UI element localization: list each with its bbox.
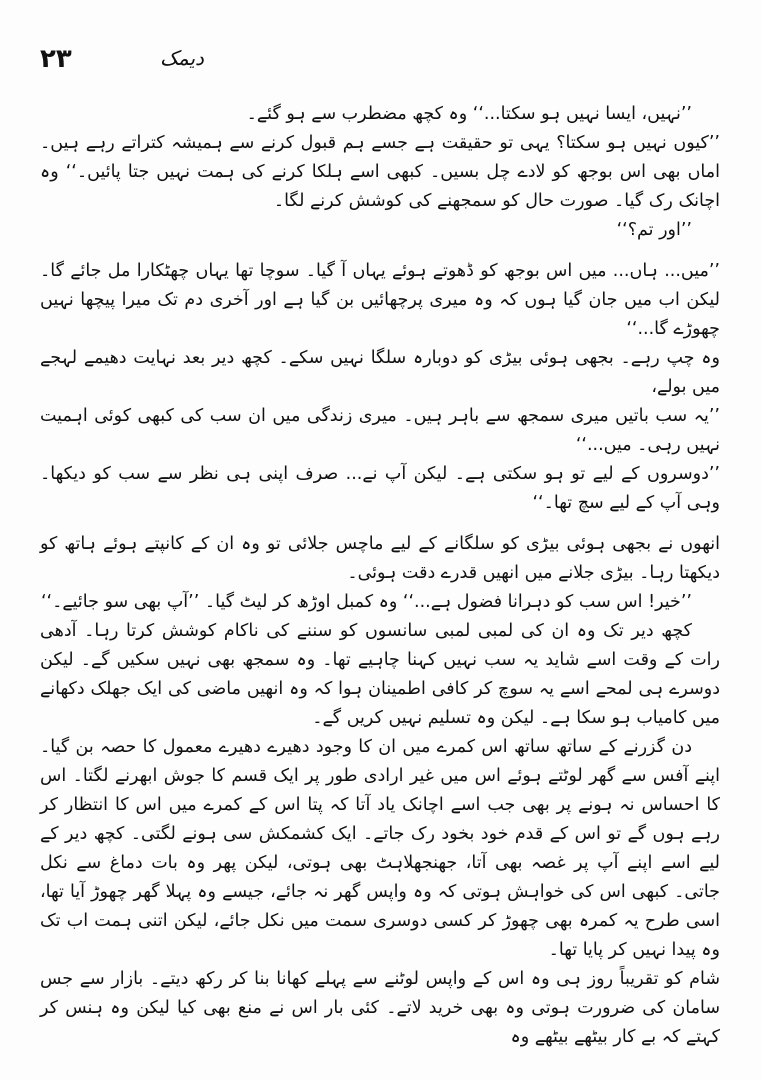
paragraph: ’’کیوں نہیں ہو سکتا؟ یہی تو حقیقت ہے جسے ہم قبول کرنے سے ہمیشہ کتراتے رہے ہیں۔ اماں بھی اس بوجھ کو لادے چل بسیں۔ کبھی اسے ہلکا کرنے کی ہمت نہیں جتا پائیں۔‘‘ وہ اچانک رک گیا۔ صورت حال کو سمجھنے کی کوشش کرنے لگا۔ bbox=[40, 133, 720, 211]
paragraph: وہ چپ رہے۔ بجھی ہوئی بیڑی کو دوبارہ سلگا نہیں سکے۔ کچھ دیر بعد نہایت دھیمے لہجے میں بولے، bbox=[40, 348, 720, 397]
paragraph: ’’میں... ہاں... میں اس بوجھ کو ڈھوتے ہوئے یہاں آ گیا۔ سوچا تھا یہاں چھٹکارا مل جائے گا۔ لیکن اب میں جان گیا ہوں کہ وہ میری پرچھائیں بن گیا ہے اور آخری دم تک میرا پیچھا نہیں چھوڑے گا...‘‘ bbox=[40, 261, 720, 339]
paragraph: کچھ دیر تک وہ ان کی لمبی لمبی سانسوں کو سننے کی ناکام کوشش کرتا رہا۔ آدھی رات کے وقت اسے شاید یہ سب نہیں کہنا چاہیے تھا۔ وہ سمجھ بھی نہیں سکیں گے۔ لیکن دوسرے ہی لمحے اسے یہ سوچ کر کافی اطمینان ہوا کہ وہ انھیں ماضی کی ایک جھلک دکھانے میں کامیاب ہو سکا ہے۔ لیکن وہ تسلیم نہیں کریں گے۔ bbox=[40, 621, 720, 728]
paragraph: ’’یہ سب باتیں میری سمجھ سے باہر ہیں۔ میری زندگی میں ان سب کی کبھی کوئی اہمیت نہیں رہی۔ میں...‘‘ bbox=[40, 406, 720, 455]
page-number: ۲۳ bbox=[40, 44, 72, 74]
page-header bbox=[40, 44, 721, 84]
paragraph: ’’خیر! اس سب کو دہرانا فضول ہے...‘‘ وہ کمبل اوڑھ کر لیٹ گیا۔ ’’آپ بھی سو جائیے۔‘‘ bbox=[40, 592, 692, 612]
paragraph: ’’نہیں، ایسا نہیں ہو سکتا...‘‘ وہ کچھ مضطرب سے ہو گئے۔ bbox=[246, 104, 692, 124]
body-text bbox=[40, 100, 720, 1052]
running-title: دیمک bbox=[160, 46, 204, 70]
paragraph: شام کو تقریباً روز ہی وہ اس کے واپس لوٹنے سے پہلے کھانا بنا کر رکھ دیتے۔ بازار سے جس سامان کی ضرورت ہوتی وہ بھی خرید لاتے۔ کئی بار اس نے منع بھی کیا لیکن وہ ہنس کر کہتے کہ بے کار بیٹھے بیٹھے وہ bbox=[40, 969, 720, 1047]
paragraph: دن گزرنے کے ساتھ ساتھ اس کمرے میں ان کا وجود دھیرے دھیرے معمول کا حصہ بن گیا۔ اپنے آفس سے گھر لوٹتے ہوئے اس میں غیر ارادی طور پر ایک قسم کا جوش ابھرنے لگتا۔ اس کا احساس نہ ہونے پر بھی جب اسے اچانک یاد آتا کہ پتا اس کے کمرے میں اس کا انتظار کر رہے ہوں گے تو اس کے قدم خود بخود رک جاتے۔ ایک کشمکش سی ہونے لگتی۔ کچھ دیر کے لیے اسے اپنے آپ پر غصہ بھی آتا، جھنجھلاہٹ بھی ہوتی، لیکن پھر وہ بات دماغ سے نکل جاتی۔ کبھی اس کی خواہش ہوتی کہ وہ واپس گھر نہ جائے، جیسے وہ پہلا گھر چھوڑ آیا تھا، اسی طرح یہ کمرہ بھی چھوڑ کر کسی دوسری سمت میں نکل جائے، لیکن اتنی ہمت اب تک وہ پیدا نہیں کر پایا تھا۔ bbox=[40, 737, 720, 960]
paragraph: ’’دوسروں کے لیے تو ہو سکتی ہے۔ لیکن آپ نے... صرف اپنی ہی نظر سے سب کو دیکھا۔ وہی آپ کے لیے سچ تھا۔‘‘ bbox=[40, 464, 720, 513]
paragraph: انھوں نے بجھی ہوئی بیڑی کو سلگانے کے لیے ماچس جلائی تو وہ ان کے کانپتے ہوئے ہاتھ کو دیکھتا رہا۔ بیڑی جلانے میں انھیں قدرے دقت ہوئی۔ bbox=[40, 534, 720, 583]
paragraph: ’’اور تم؟‘‘ bbox=[616, 220, 692, 240]
